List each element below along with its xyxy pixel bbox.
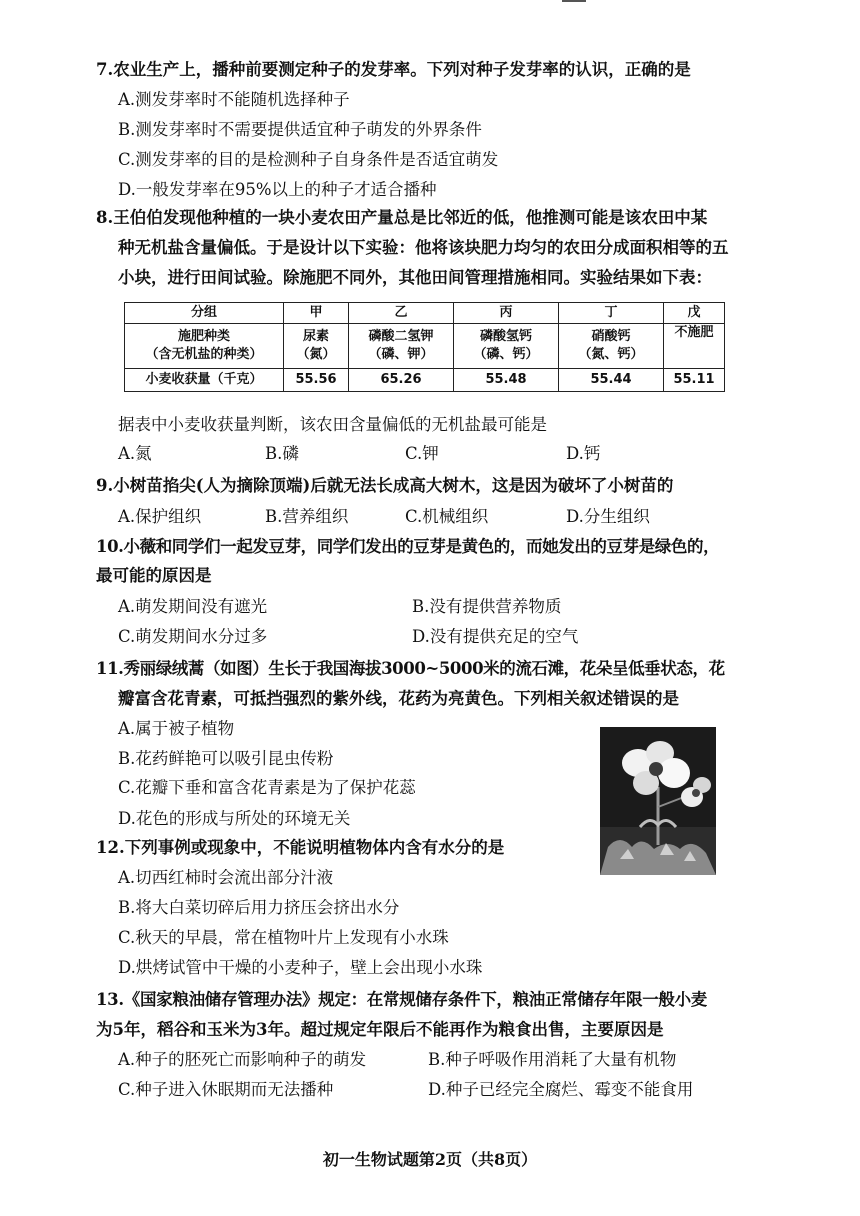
q10-option-c: C.萌发期间水分过多	[118, 627, 268, 646]
table-cell: 小麦收获量（千克）	[125, 369, 284, 392]
table-cell: 55.44	[559, 369, 664, 392]
q12-option-a: A.切西红柿时会流出部分汁液	[118, 868, 334, 887]
cell-line: 尿素	[302, 329, 329, 345]
q12-option-d: D.烘烤试管中干燥的小麦种子，壁上会出现小水珠	[118, 958, 483, 977]
cell-line: 不施肥	[674, 325, 714, 340]
q10-option-d: D.没有提供充足的空气	[412, 627, 579, 646]
q13-option-c: C.种子进入休眠期而无法播种	[118, 1080, 334, 1099]
cell-line: （含无机盐的种类）	[145, 347, 263, 362]
table-cell: 65.26	[349, 369, 454, 392]
table-cell	[559, 324, 664, 369]
table-row-harvest	[125, 369, 725, 392]
q8-stem-line-1: 8.王伯伯发现他种植的一块小麦农田产量总是比邻近的低，他推测可能是该农田中某	[96, 208, 708, 227]
table-cell: 55.48	[454, 369, 559, 392]
q7-option-d: D.一般发芽率在95%以上的种子才适合播种	[118, 180, 437, 199]
q10-option-b: B.没有提供营养物质	[412, 597, 562, 616]
q11-stem-line-1: 11.秀丽绿绒蒿（如图）生长于我国海拔3000~5000米的流石滩，花朵呈低垂状态，花	[96, 659, 725, 678]
table-cell: 55.56	[284, 369, 349, 392]
table-cell: 55.11	[664, 369, 725, 392]
table-cell: 乙	[349, 303, 454, 324]
table-cell	[125, 324, 284, 369]
q7-option-a: A.测发芽率时不能随机选择种子	[118, 90, 350, 109]
q12-option-b: B.将大白菜切碎后用力挤压会挤出水分	[118, 898, 400, 917]
page-footer: 初一生物试题第2页（共8页）	[322, 1150, 538, 1169]
q9-option-b: B.营养组织	[265, 507, 349, 526]
q8-option-a: A.氮	[118, 444, 152, 463]
cell-line: 磷酸氢钙	[479, 329, 532, 345]
q7-option-b: B.测发芽率时不需要提供适宜种子萌发的外界条件	[118, 120, 482, 139]
cell-line: 磷酸二氢钾	[368, 329, 434, 345]
cell-line: （氮、钙）	[578, 347, 644, 362]
table-cell: 戊	[664, 303, 725, 324]
q13-option-a: A.种子的胚死亡而影响种子的萌发	[118, 1050, 367, 1069]
q9-option-c: C.机械组织	[405, 507, 489, 526]
cell-line: （氮）	[296, 347, 336, 362]
q10-stem-line-1: 10.小薇和同学们一起发豆芽，同学们发出的豆芽是黄色的，而她发出的豆芽是绿色的，	[96, 537, 720, 556]
table-row-fertilizer	[125, 324, 725, 369]
q8-after-text: 据表中小麦收获量判断，该农田含量偏低的无机盐最可能是	[118, 415, 547, 434]
table-cell: 丁	[559, 303, 664, 324]
q10-stem-line-2: 最可能的原因是	[96, 566, 212, 585]
flower-photo	[600, 727, 716, 875]
cell-line: （磷、钾）	[368, 347, 434, 362]
q8-option-d: D.钙	[566, 444, 601, 463]
q12-stem: 12.下列事例或现象中，不能说明植物体内含有水分的是	[96, 838, 505, 857]
table-cell	[284, 324, 349, 369]
q8-results-table	[124, 302, 725, 392]
table-cell	[664, 324, 725, 369]
table-cell	[349, 324, 454, 369]
q10-option-a: A.萌发期间没有遮光	[118, 597, 268, 616]
q11-option-c: C.花瓣下垂和富含花青素是为了保护花蕊	[118, 778, 416, 797]
q8-stem-line-3: 小块，进行田间试验。除施肥不同外，其他田间管理措施相同。实验结果如下表：	[118, 268, 712, 287]
table-cell: 甲	[284, 303, 349, 324]
q13-stem-line-1: 13.《国家粮油储存管理办法》规定：在常规储存条件下，粮油正常储存年限一般小麦	[96, 990, 708, 1009]
q9-option-d: D.分生组织	[566, 507, 650, 526]
q12-option-c: C.秋天的早晨，常在植物叶片上发现有小水珠	[118, 928, 449, 947]
q7-stem: 7.农业生产上，播种前要测定种子的发芽率。下列对种子发芽率的认识，正确的是	[96, 60, 691, 79]
q13-option-b: B.种子呼吸作用消耗了大量有机物	[428, 1050, 677, 1069]
q11-option-d: D.花色的形成与所处的环境无关	[118, 809, 351, 828]
table-row-groups	[125, 303, 725, 324]
q13-stem-line-2: 为5年，稻谷和玉米为3年。超过规定年限后不能再作为粮食出售，主要原因是	[96, 1020, 664, 1039]
flower-illustration	[600, 727, 716, 875]
cell-line: （磷、钙）	[473, 347, 539, 362]
cell-line: 施肥种类	[177, 329, 230, 345]
page-top-mark	[562, 0, 586, 2]
q8-option-c: C.钾	[405, 444, 439, 463]
q8-option-b: B.磷	[265, 444, 299, 463]
q8-stem-line-2: 种无机盐含量偏低。于是设计以下实验：他将该块肥力均匀的农田分成面积相等的五	[118, 238, 729, 257]
q11-option-b: B.花药鲜艳可以吸引昆虫传粉	[118, 749, 334, 768]
q7-option-c: C.测发芽率的目的是检测种子自身条件是否适宜萌发	[118, 150, 499, 169]
q9-option-a: A.保护组织	[118, 507, 202, 526]
q11-option-a: A.属于被子植物	[118, 719, 235, 738]
table-cell: 丙	[454, 303, 559, 324]
table-cell	[454, 324, 559, 369]
table-cell: 分组	[125, 303, 284, 324]
q9-stem: 9.小树苗掐尖(人为摘除顶端)后就无法长成高大树木，这是因为破坏了小树苗的	[96, 476, 674, 495]
q13-option-d: D.种子已经完全腐烂、霉变不能食用	[428, 1080, 694, 1099]
q11-stem-line-2: 瓣富含花青素，可抵挡强烈的紫外线，花药为亮黄色。下列相关叙述错误的是	[118, 689, 679, 708]
cell-line: 硝酸钙	[591, 329, 631, 345]
